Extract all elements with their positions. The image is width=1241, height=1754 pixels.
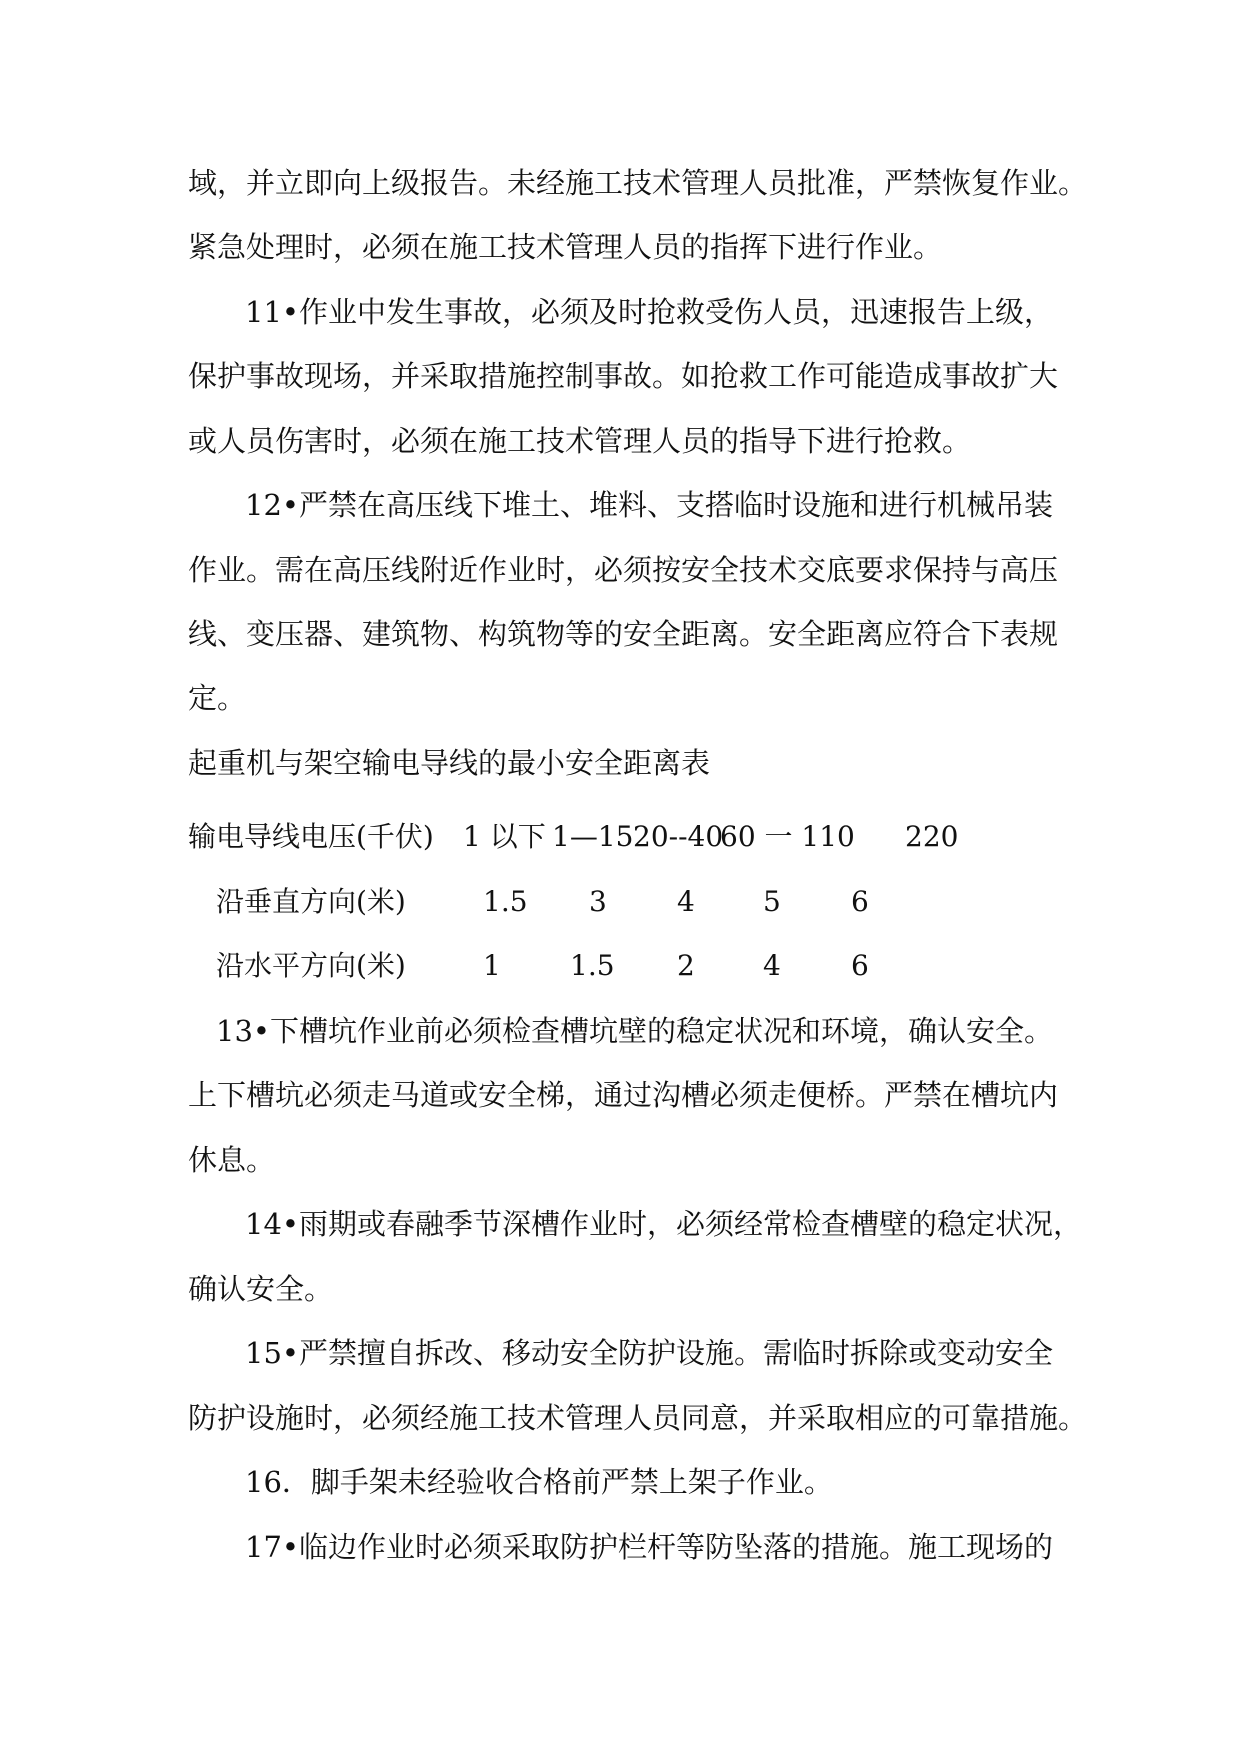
- table-title: 起重机与架空输电导线的最小安全距离表: [188, 746, 711, 780]
- table-row-label: 沿垂直方向(米): [216, 885, 406, 918]
- text-line: 或人员伤害时，必须在施工技术管理人员的指导下进行抢救。: [188, 424, 972, 458]
- text-line: 线、变压器、建筑物、构筑物等的安全距离。安全距离应符合下表规: [188, 617, 1059, 651]
- table-cell: 1: [483, 949, 501, 982]
- table-cell: 4: [677, 885, 695, 918]
- table-header-cell: 1 以下: [463, 820, 546, 853]
- text-line: 紧急处理时，必须在施工技术管理人员的指挥下进行作业。: [188, 230, 943, 264]
- text-line: 休息。: [188, 1143, 276, 1177]
- table-header-cell: 1—15: [552, 820, 634, 853]
- text-line: 11•作业中发生事故，必须及时抢救受伤人员，迅速报告上级，: [245, 295, 1054, 329]
- text-line: 14•雨期或春融季节深槽作业时，必须经常检查槽壁的稳定状况，: [245, 1207, 1083, 1241]
- table-header-cell: 60 一 110: [720, 820, 855, 853]
- text-line: 13•下槽坑作业前必须检查槽坑壁的稳定状况和环境，确认安全。: [216, 1014, 1054, 1048]
- text-line: 确认安全。: [188, 1272, 334, 1306]
- text-line: 定。: [188, 681, 247, 715]
- table-cell: 2: [677, 949, 695, 982]
- table-header-cell: 220: [905, 820, 959, 853]
- table-cell: 1.5: [483, 885, 528, 918]
- text-line: 15•严禁擅自拆改、移动安全防护设施。需临时拆除或变动安全: [245, 1336, 1054, 1370]
- text-line: 域，并立即向上级报告。未经施工技术管理人员批准，严禁恢复作业。: [188, 166, 1088, 200]
- table-cell: 4: [763, 949, 781, 982]
- table-cell: 1.5: [570, 949, 615, 982]
- table-row-label: 沿水平方向(米): [216, 949, 406, 982]
- text-line: 防护设施时，必须经施工技术管理人员同意，并采取相应的可靠措施。: [188, 1401, 1088, 1435]
- text-line: 12•严禁在高压线下堆土、堆料、支搭临时设施和进行机械吊装: [245, 488, 1054, 522]
- table-cell: 6: [851, 885, 869, 918]
- text-line: 保护事故现场，并采取措施控制事故。如抢救工作可能造成事故扩大: [188, 359, 1059, 393]
- table-cell: 3: [589, 885, 607, 918]
- table-header-label: 输电导线电压(千伏): [188, 820, 434, 853]
- table-header-cell: 20--40: [633, 820, 724, 853]
- table-cell: 6: [851, 949, 869, 982]
- text-line: 17•临边作业时必须采取防护栏杆等防坠落的措施。施工现场的: [245, 1530, 1054, 1564]
- text-line: 16．脚手架未经验收合格前严禁上架子作业。: [245, 1465, 833, 1499]
- table-cell: 5: [763, 885, 781, 918]
- text-line: 上下槽坑必须走马道或安全梯，通过沟槽必须走便桥。严禁在槽坑内: [188, 1078, 1059, 1112]
- text-line: 作业。需在高压线附近作业时，必须按安全技术交底要求保持与高压: [188, 553, 1059, 587]
